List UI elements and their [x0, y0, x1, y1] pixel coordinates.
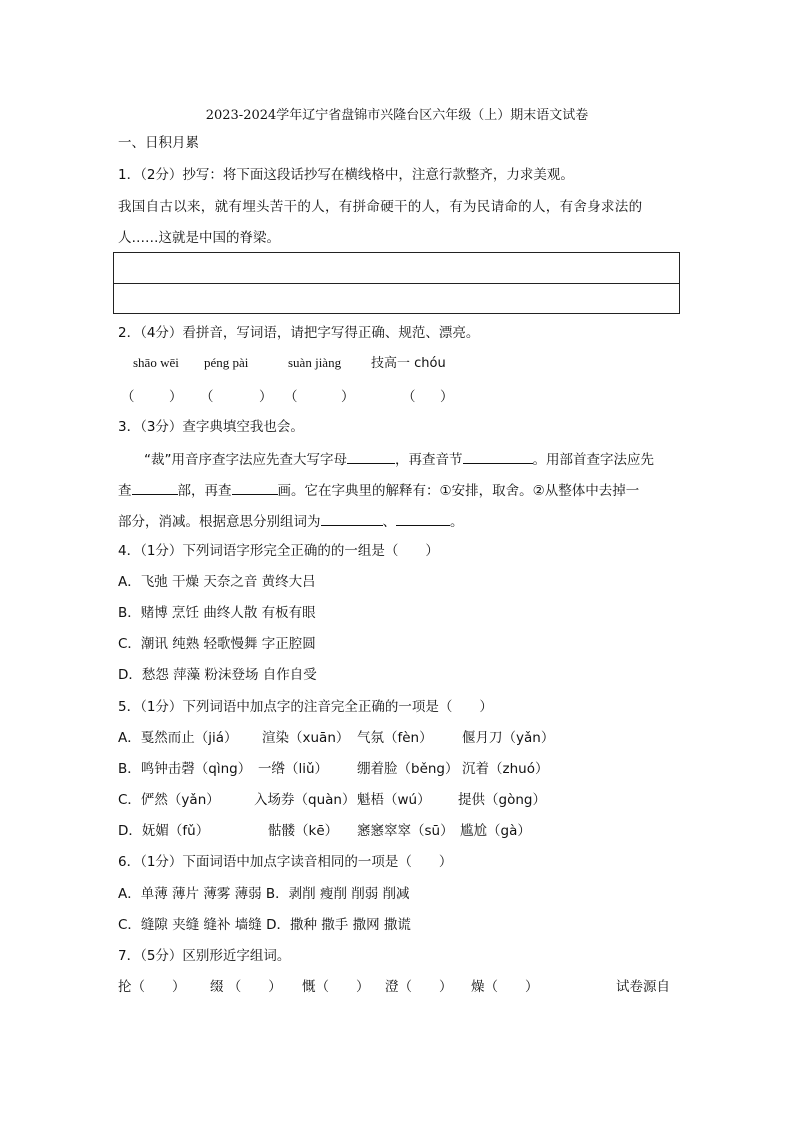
q5-option-a-1[interactable]: A．戛然而止（jiá） — [118, 730, 238, 746]
answer-paren-4-close: ） — [440, 389, 454, 405]
answer-paren-1-open: （ — [121, 389, 135, 405]
q7-char-5[interactable]: 燥（ ） — [471, 979, 539, 995]
section-heading: 一、日积月累 — [118, 135, 199, 151]
q7-char-3[interactable]: 慨（ ） — [302, 979, 370, 995]
q7-char-4[interactable]: 澄（ ） — [385, 979, 453, 995]
answer-paren-4-open: （ — [402, 389, 416, 405]
q3-line3-c: 。 — [450, 514, 464, 530]
q6-options-ab[interactable]: A．单薄 薄片 薄雾 薄弱 B．剥削 瘦削 削弱 削减 — [118, 886, 410, 902]
pinyin-3: suàn jiàng — [288, 355, 342, 370]
q4-stem: 4．（1分）下列词语字形完全正确的的一组是（ ） — [118, 543, 439, 559]
q3-line3-b: 、 — [382, 514, 396, 530]
q3-line1-a: “裁”用音序查字法应先查大写字母 — [144, 452, 347, 468]
q4-option-b[interactable]: B．赌博 烹饪 曲终人散 有板有眼 — [118, 605, 316, 621]
source-note: 试卷源自 — [616, 979, 670, 995]
q5-option-b-1[interactable]: B．鸣钟击磬（qìng） — [118, 761, 252, 777]
answer-paren-1-close: ） — [169, 389, 183, 405]
q5-option-c-4: 提供（gòng） — [458, 792, 546, 808]
q3-line3-a: 部分，消减。根据意思分别组词为 — [118, 514, 321, 530]
q6-stem: 6．（1分）下面词语中加点字读音相同的一项是（ ） — [118, 854, 453, 870]
q5-option-d-3: 窸窸窣窣（sū） — [357, 823, 454, 839]
q4-option-c[interactable]: C．潮讯 纯熟 轻歌慢舞 字正腔圆 — [118, 636, 316, 652]
pinyin-2: péng pài — [204, 355, 249, 370]
pinyin-4: 技高一 chóu — [371, 356, 446, 371]
q3-line1-b: ，再查音节 — [395, 452, 463, 468]
answer-paren-2-close: ） — [259, 389, 273, 405]
q5-option-c-2: 入场券（quàn） — [254, 792, 356, 808]
q3-line2 — [118, 480, 639, 500]
q1-stem: 1．（2分）抄写：将下面这段话抄写在横线格中，注意行款整齐，力求美观。 — [118, 167, 574, 183]
answer-paren-3-close: ） — [341, 389, 355, 405]
q5-option-a-4: 偃月刀（yǎn） — [462, 730, 555, 746]
blank-word-2[interactable] — [396, 511, 450, 526]
blank-letter[interactable] — [347, 449, 395, 464]
q3-line1-c: 。用部首查字法应先 — [532, 452, 654, 468]
q5-option-c-1[interactable]: C．俨然（yǎn） — [118, 792, 220, 808]
q7-char-2[interactable]: 缀 （ ） — [210, 979, 282, 995]
q7-char-1[interactable]: 抡（ ） — [118, 979, 186, 995]
q3-line2-c: 画。它在字典里的解释有：①安排，取舍。②从整体中去掉一 — [277, 483, 640, 499]
q6-options-cd[interactable]: C．缝隙 夹缝 缝补 墙缝 D．撒种 撒手 撒网 撒谎 — [118, 917, 411, 933]
q7-stem: 7．（5分）区别形近字组词。 — [118, 948, 291, 964]
q5-option-b-2: 一绺（liǔ） — [258, 761, 329, 777]
page-title: 2023-2024学年辽宁省盘锦市兴隆台区六年级（上）期末语文试卷 — [205, 108, 589, 123]
copy-writing-grid[interactable] — [113, 252, 680, 314]
q5-stem: 5．（1分）下列词语中加点字的注音完全正确的一项是（ ） — [118, 699, 493, 715]
blank-radical[interactable] — [132, 480, 178, 495]
q5-option-d-1[interactable]: D．妩媚（fǔ） — [118, 823, 210, 839]
answer-paren-3-open: （ — [284, 389, 298, 405]
blank-syllable[interactable] — [463, 449, 533, 464]
q1-text-line2: 人……这就是中国的脊梁。 — [118, 230, 280, 246]
q5-option-c-3: 魁梧（wú） — [357, 792, 431, 808]
q2-stem: 2．（4分）看拼音，写词语，请把字写得正确、规范、漂亮。 — [118, 325, 480, 341]
blank-strokes[interactable] — [232, 480, 278, 495]
q5-option-b-4: 沉着（zhuó） — [462, 761, 549, 777]
q4-option-a[interactable]: A．飞弛 干燥 天奈之音 黄终大吕 — [118, 574, 316, 590]
q3-line2-a: 查 — [118, 483, 132, 499]
q1-text-line1: 我国自古以来，就有埋头苦干的人，有拼命硬干的人，有为民请命的人，有舍身求法的 — [118, 199, 643, 215]
grid-divider — [114, 283, 679, 284]
q3-line3 — [118, 511, 464, 531]
q3-stem: 3．（3分）查字典填空我也会。 — [118, 419, 304, 435]
pinyin-1: shāo wēi — [133, 355, 179, 370]
q4-option-d[interactable]: D．愁怨 萍藻 粉沫登场 自作自受 — [118, 667, 317, 683]
q5-option-d-4: 尴尬（gà） — [460, 823, 531, 839]
q5-option-a-3: 气氛（fèn） — [357, 730, 433, 746]
q5-option-b-3: 绷着脸（běng） — [357, 761, 459, 777]
q3-line2-b: 部，再查 — [177, 483, 232, 499]
blank-word-1[interactable] — [321, 511, 383, 526]
q5-option-a-2: 渲染（xuān） — [262, 730, 350, 746]
q5-option-d-2: 骷髅（kē） — [268, 823, 339, 839]
q3-line1 — [144, 449, 654, 469]
answer-paren-2-open: （ — [200, 389, 214, 405]
